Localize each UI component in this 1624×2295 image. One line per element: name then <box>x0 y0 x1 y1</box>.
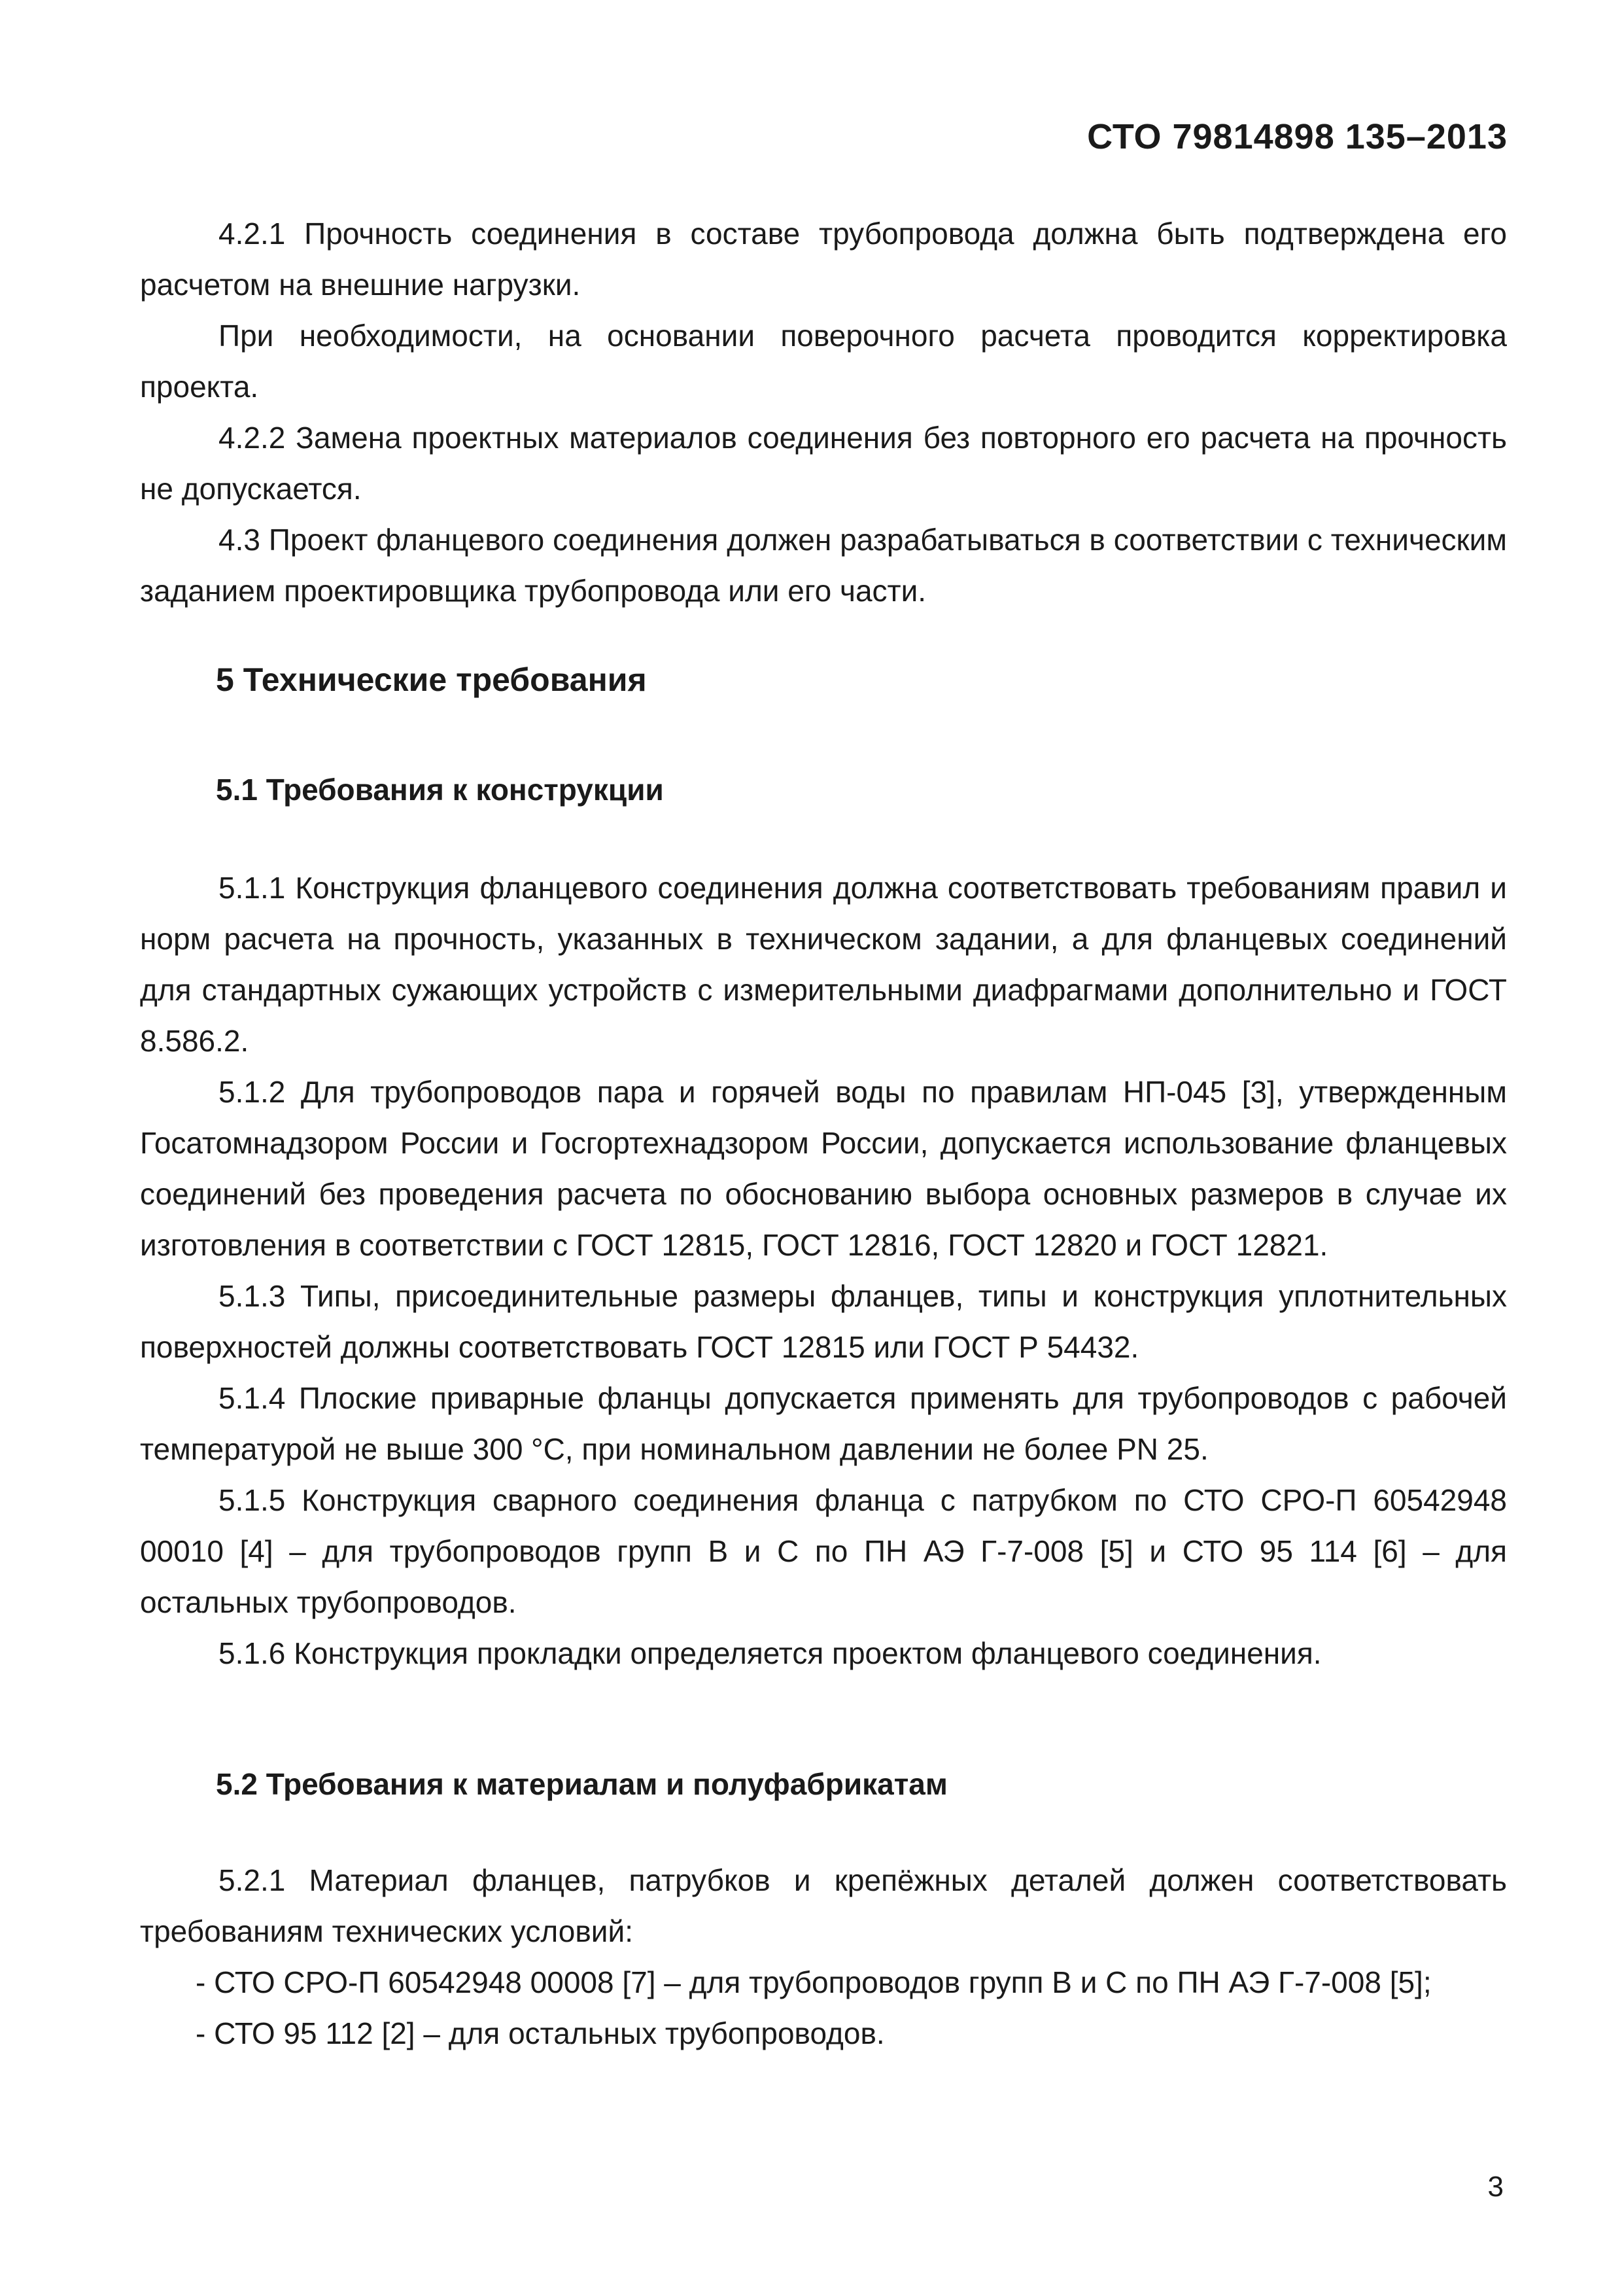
paragraph-4-3: 4.3 Проект фланцевого соединения должен разрабатываться в соответствии с техническим заданием проектировщика трубопровода или его части. <box>140 523 1507 608</box>
paragraph-correction: При необходимости, на основании поверочного расчета проводится корректировка проекта. <box>140 319 1507 404</box>
paragraph-5-1-4: 5.1.4 Плоские приварные фланцы допускается применять для трубопроводов с рабочей температурой не выше 300 °С, при номинальном давлении не более PN 25. <box>140 1381 1507 1466</box>
paragraph-5-2-1: 5.2.1 Материал фланцев, патрубков и крепёжных деталей должен соответствовать требованиям технических условий: <box>140 1863 1507 1948</box>
section-5-heading: 5 Технические требования <box>216 661 647 698</box>
intro-text-block <box>140 208 1507 616</box>
page-number: 3 <box>1487 2171 1504 2203</box>
paragraph-5-1-2: 5.1.2 Для трубопроводов пара и горячей воды по правилам НП-045 [3], утвержденным Госатомнадзором России и Госгортехнадзором России, допускается использование фланцевых соединений без проведения расчета по обоснованию выбора основных размеров в случае их изготовления в соответствии с ГОСТ 12815, ГОСТ 12816, ГОСТ 12820 и ГОСТ 12821. <box>140 1075 1507 1262</box>
section-5-1-text <box>140 862 1507 1679</box>
section-5-2-heading: 5.2 Требования к материалам и полуфабрикатам <box>216 1767 948 1801</box>
materials-list <box>140 1957 1507 2059</box>
paragraph-5-1-5: 5.1.5 Конструкция сварного соединения фланца с патрубком по СТО СРО-П 60542948 00010 [4] – для трубопроводов групп В и С по ПН АЭ Г-7-008 [5] и СТО 95 114 [6] – для остальных трубопроводов. <box>140 1483 1507 1619</box>
section-5-2-text <box>140 1855 1507 2059</box>
paragraph-5-1-6: 5.1.6 Конструкция прокладки определяется проектом фланцевого соединения. <box>218 1636 1322 1670</box>
document-code: СТО 79814898 135–2013 <box>1087 117 1508 156</box>
list-item: - СТО СРО-П 60542948 00008 [7] – для трубопроводов групп В и С по ПН АЭ Г-7-008 [5]; <box>196 1965 1432 1999</box>
paragraph-4-2-1: 4.2.1 Прочность соединения в составе трубопровода должна быть подтверждена его расчетом на внешние нагрузки. <box>140 217 1507 302</box>
paragraph-5-1-3: 5.1.3 Типы, присоединительные размеры фланцев, типы и конструкция уплотнительных поверхностей должны соответствовать ГОСТ 12815 или ГОСТ Р 54432. <box>140 1279 1507 1364</box>
paragraph-4-2-2: 4.2.2 Замена проектных материалов соединения без повторного его расчета на прочность не допускается. <box>140 421 1507 506</box>
list-item: - СТО 95 112 [2] – для остальных трубопроводов. <box>196 2016 885 2050</box>
section-5-1-heading: 5.1 Требования к конструкции <box>216 773 664 807</box>
paragraph-5-1-1: 5.1.1 Конструкция фланцевого соединения должна соответствовать требованиям правил и норм расчета на прочность, указанных в техническом задании, а для фланцевых соединений для стандартных сужающих устройств с измерительными диафрагмами дополнительно и ГОСТ 8.586.2. <box>140 871 1507 1058</box>
